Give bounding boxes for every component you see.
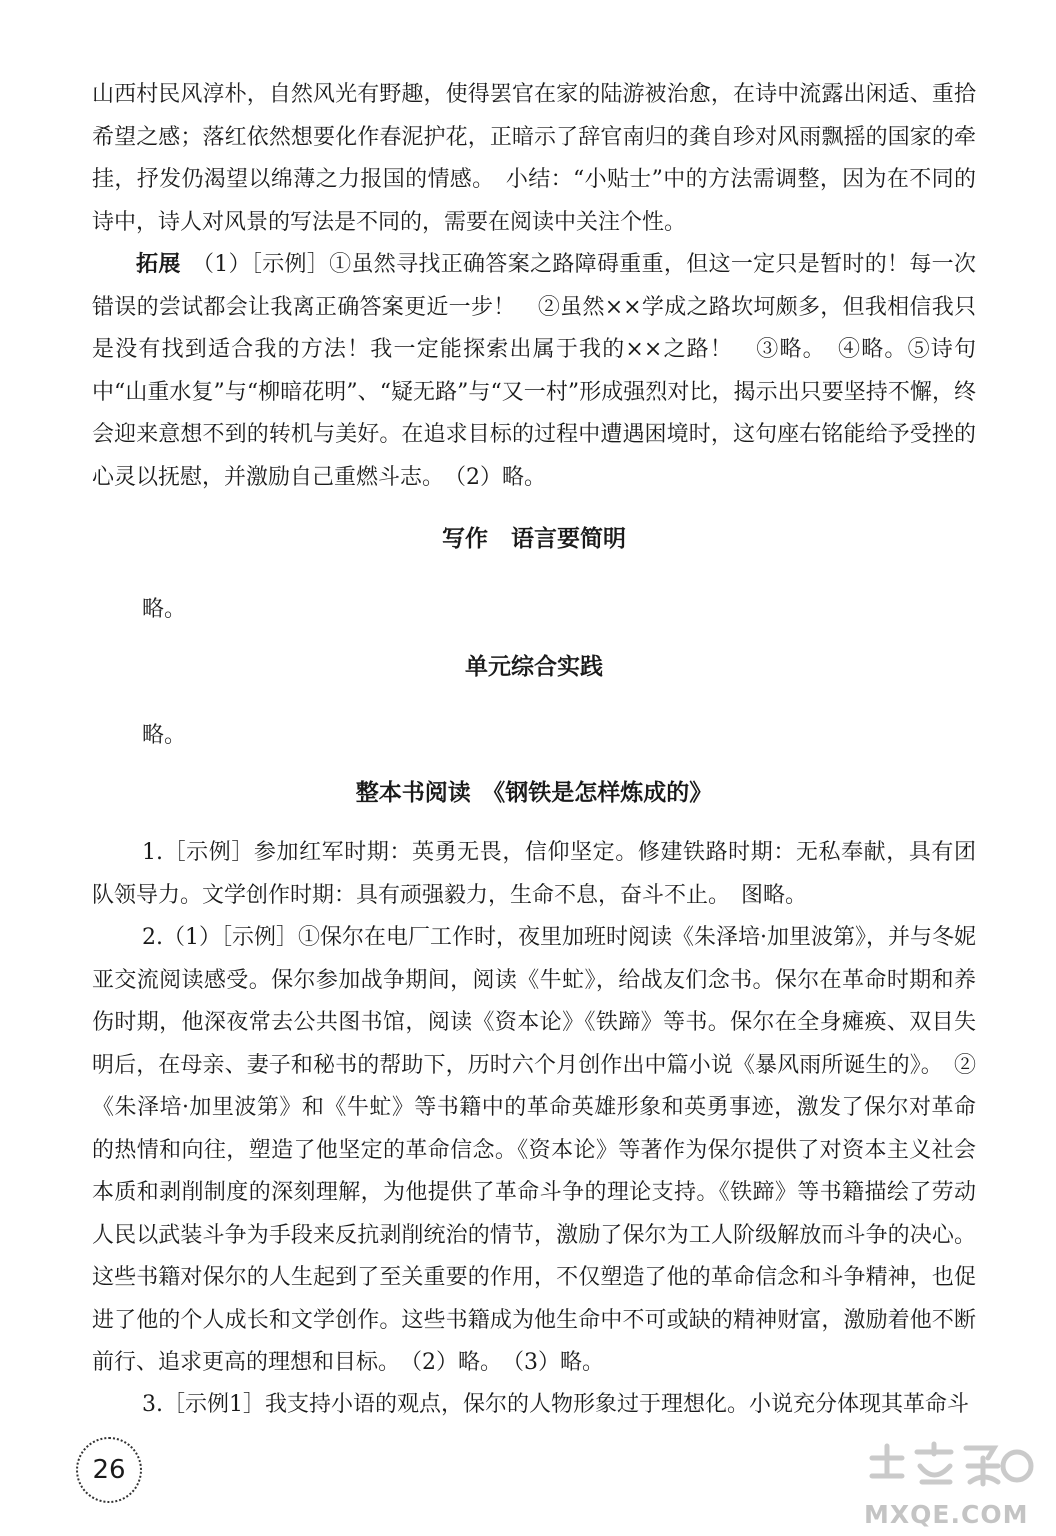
- page-number: 26: [76, 1437, 142, 1503]
- book-section-title: 整本书阅读 《钢铁是怎样炼成的》: [355, 780, 713, 806]
- practice-section-body: 略。: [142, 723, 187, 748]
- extension-label: 拓展: [136, 252, 181, 277]
- book-item-3: 3.［示例1］我支持小语的观点，保尔的人物形象过于理想化。小说充分体现其革命斗: [142, 1392, 969, 1417]
- extension-text: （1）［示例］①虽然寻找正确答案之路障碍重重，但这一定只是暂时的！每一次错误的尝试都会让我离正确答案更近一步！ ②虽然××学成之路坎坷颇多，但我相信我只是没有找到适合我的方法！我一定能探索出属于我的××之路！ ③略。 ④略。⑤诗句中“山重水复”与“柳暗花明”、“疑无路”与“又一村”形成强烈对比，揭示出只要坚持不懈，终会迎来意想不到的转机与美好。在追求目标的过程中遭遇困境时，这句座右铭能给予受挫的心灵以抚慰，并激励自己重燃斗志。 （2）略。: [92, 252, 976, 490]
- watermark-url: MXQE.COM: [864, 1500, 1029, 1529]
- practice-section-title: 单元综合实践: [465, 654, 603, 680]
- extension-paragraph: [92, 244, 976, 499]
- book-item-2: 2.（1）［示例］①保尔在电厂工作时，夜里加班时阅读《朱泽培·加里波第》，并与冬妮亚交流阅读感受。保尔参加战争期间，阅读《牛虻》，给战友们念书。保尔在革命时期和养伤时期，他深夜常去公共图书馆，阅读《资本论》《铁蹄》等书。保尔在全身瘫痪、双目失明后，在母亲、妻子和秘书的帮助下，历时六个月创作出中篇小说《暴风雨所诞生的》。 ②《朱泽培·加里波第》和《牛虻》等书籍中的革命英雄形象和英勇事迹，激发了保尔对革命的热情和向往，塑造了他坚定的革命信念。《资本论》等著作为保尔提供了对资本主义社会本质和剥削制度的深刻理解，为他提供了革命斗争的理论支持。《铁蹄》等书籍描绘了劳动人民以武装斗争为手段来反抗剥削统治的情节，激励了保尔为工人阶级解放而斗争的决心。这些书籍对保尔的人生起到了至关重要的作用，不仅塑造了他的革命信念和斗争精神，也促进了他的个人成长和文学创作。这些书籍成为他生命中不可或缺的精神财富，激励着他不断前行、追求更高的理想和目标。 （2）略。 （3）略。: [92, 925, 976, 1375]
- writing-section-title: 写作 语言要简明: [442, 526, 626, 552]
- continuation-paragraph: 山西村民风淳朴，自然风光有野趣，使得罢官在家的陆游被治愈，在诗中流露出闲适、重拾希望之感；落红依然想要化作春泥护花，正暗示了辞官南归的龚自珍对风雨飘摇的国家的牵挂，抒发仍渴望以绵薄之力报国的情感。 小结：“小贴士”中的方法需调整，因为在不同的诗中，诗人对风景的写法是不同的，需要在阅读中关注个性。: [92, 82, 976, 235]
- book-item-1: 1.［示例］参加红军时期：英勇无畏，信仰坚定。修建铁路时期：无私奉献，具有团队领导力。文学创作时期：具有顽强毅力，生命不息，奋斗不止。 图略。: [92, 840, 976, 908]
- writing-section-body: 略。: [142, 597, 187, 622]
